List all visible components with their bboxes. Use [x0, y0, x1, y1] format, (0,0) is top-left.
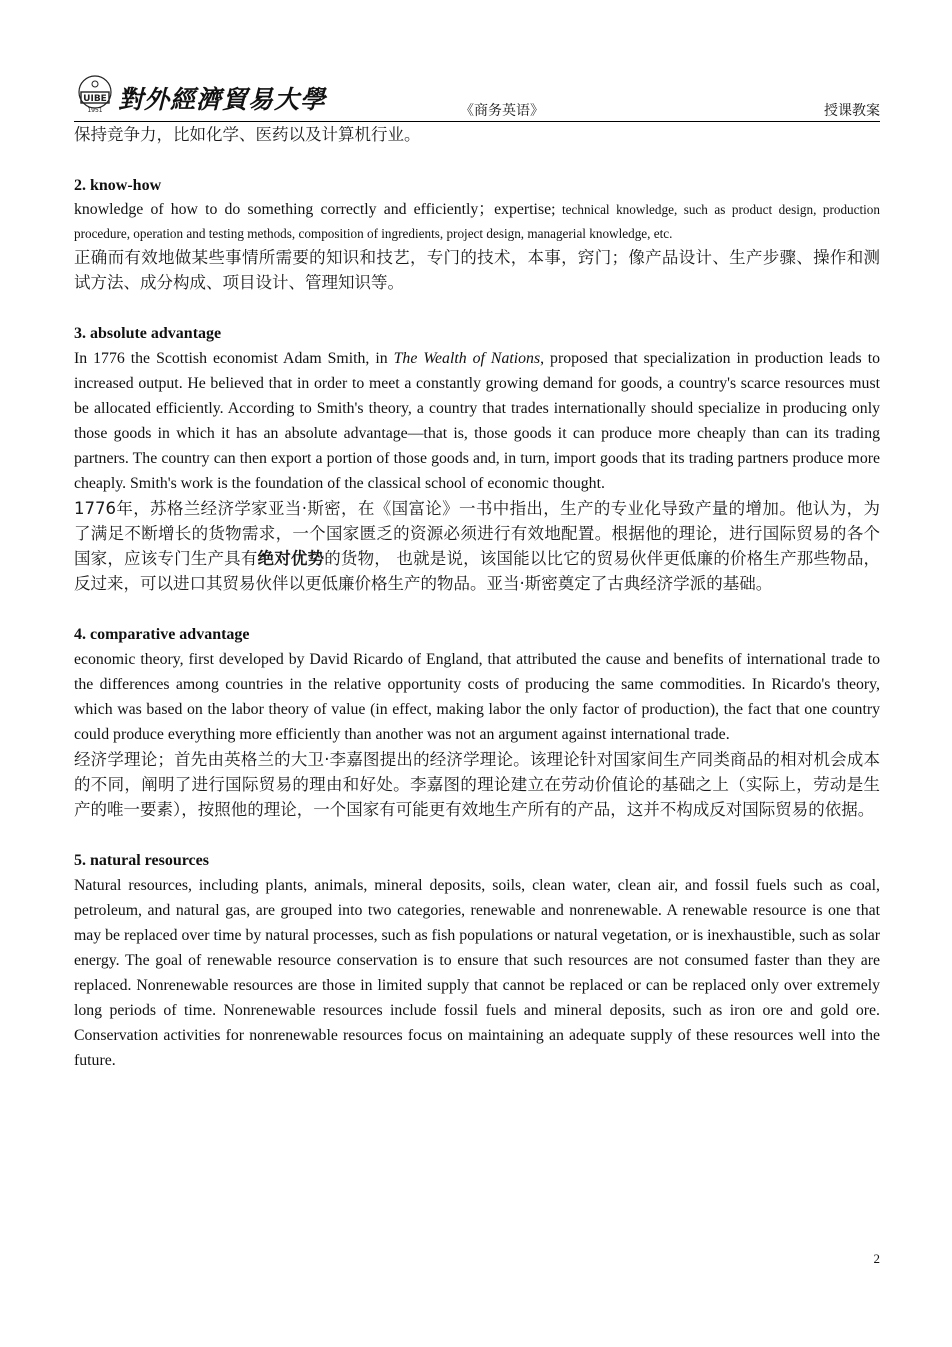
section-heading: 5. natural resources — [74, 852, 209, 869]
section-comparative-advantage — [74, 622, 880, 822]
page-content — [74, 122, 880, 1073]
section-english-definition: economic theory, first developed by David Ricardo of England, that attributed the cause and benefits of international trade to the differences among countries in the relative opportunity costs of producing the same commodities. In Ricardo's theory, which was based on the labor theory of value (in effect, making labor the only factor of production), the fact that one country could produce everything more efficiently than another was not an argument against international trade. — [74, 651, 880, 743]
translation-part-1: 1776年，苏格兰经济学家亚当·斯密，在《国富论》一书中指出，生产的专业化导致产量的增加。他认为，为了满足不断增长的货物需求，一个国家匮乏的资源必须进行有效地配置。根据他的理论，进行国际贸易的各个国家，应该专门生产具有 — [74, 499, 880, 568]
section-english-definition — [74, 346, 880, 496]
page-number: 2 — [873, 1251, 880, 1266]
section-chinese-translation — [74, 496, 880, 596]
university-name: 對外經濟貿易大學 — [118, 85, 327, 114]
svg-text:1951: 1951 — [87, 107, 103, 114]
section-heading: 3. absolute advantage — [74, 325, 222, 342]
section-heading: 4. comparative advantage — [74, 626, 250, 643]
section-know-how — [74, 173, 880, 295]
svg-text:UIBE: UIBE — [83, 94, 107, 104]
university-emblem-icon — [74, 72, 118, 116]
translation-part-2: 的货物， 也就是说，该国能以比它的贸易伙伴更低廉的价格生产那些物品，反过来，可以进口其贸易伙伴以更低廉价格生产的物品。亚当·斯密奠定了古典经济学派的基础。 — [74, 549, 881, 593]
definition-detail: technical knowledge, such as product design, production procedure, operation and testing methods, composition of ingredients, project design, managerial knowledge, etc. — [74, 202, 880, 241]
definition-intro: In 1776 the Scottish economist Adam Smith, in — [74, 350, 394, 367]
section-heading: 2. know-how — [74, 177, 162, 194]
highlighted-term: 绝对优势 — [257, 549, 325, 568]
section-absolute-advantage — [74, 321, 880, 596]
intro-chinese-line: 保持竞争力，比如化学、医药以及计算机行业。 — [74, 125, 421, 144]
definition-main: knowledge of how to do something correctly and efficiently；expertise; — [74, 201, 556, 218]
definition-rest: , proposed that specialization in production leads to increased output. He believed that in order to meet a constantly growing demand for goods, a country's scarce resources must be allocated efficiently. According to Smith's theory, a country that trades internationally should specialize in producing only those goods in which it has an absolute advantage—that is, those goods it can produce more cheaply than can its trading partners. The country can then export a portion of those goods and, in turn, import goods that its trading partners produce more cheaply. Smith's work is the foundation of the classical school of economic thought. — [74, 350, 880, 492]
section-english-definition — [74, 198, 880, 245]
section-english-definition: Natural resources, including plants, animals, mineral deposits, soils, clean water, clean air, and fossil fuels such as coal, petroleum, and natural gas, are grouped into two categories, renewable and nonrenewable. A renewable resource is one that may be replaced over time by natural processes, such as fish populations or natural vegetation, or is inexhaustible, such as solar energy. The goal of renewable resource conservation is to ensure that such resources are not consumed faster than they are replaced. Nonrenewable resources are those in limited supply that cannot be replaced or can be replaced only over extremely long periods of time. Nonrenewable resources include fossil fuels and mineral deposits, such as iron ore and gold ore. Conservation activities for nonrenewable resources focus on maintaining an adequate supply of these resources well into the future. — [74, 877, 880, 1069]
section-natural-resources — [74, 848, 880, 1073]
section-chinese-translation: 正确而有效地做某些事情所需要的知识和技艺，专门的技术，本事，窍门；像产品设计、生产步骤、操作和测试方法、成分构成、项目设计、管理知识等。 — [74, 248, 880, 292]
course-title: 《商务英语》 — [460, 104, 544, 119]
section-chinese-translation: 经济学理论；首先由英格兰的大卫·李嘉图提出的经济学理论。该理论针对国家间生产同类商品的相对机会成本的不同，阐明了进行国际贸易的理由和好处。李嘉图的理论建立在劳动价值论的基础之上（实际上，劳动是生产的唯一要素），按照他的理论，一个国家有可能更有效地生产所有的产品，这并不构成反对国际贸易的依据。 — [74, 750, 880, 819]
page-header — [74, 66, 880, 122]
document-type: 授课教案 — [824, 104, 880, 119]
book-title: The Wealth of Nations — [393, 350, 541, 367]
